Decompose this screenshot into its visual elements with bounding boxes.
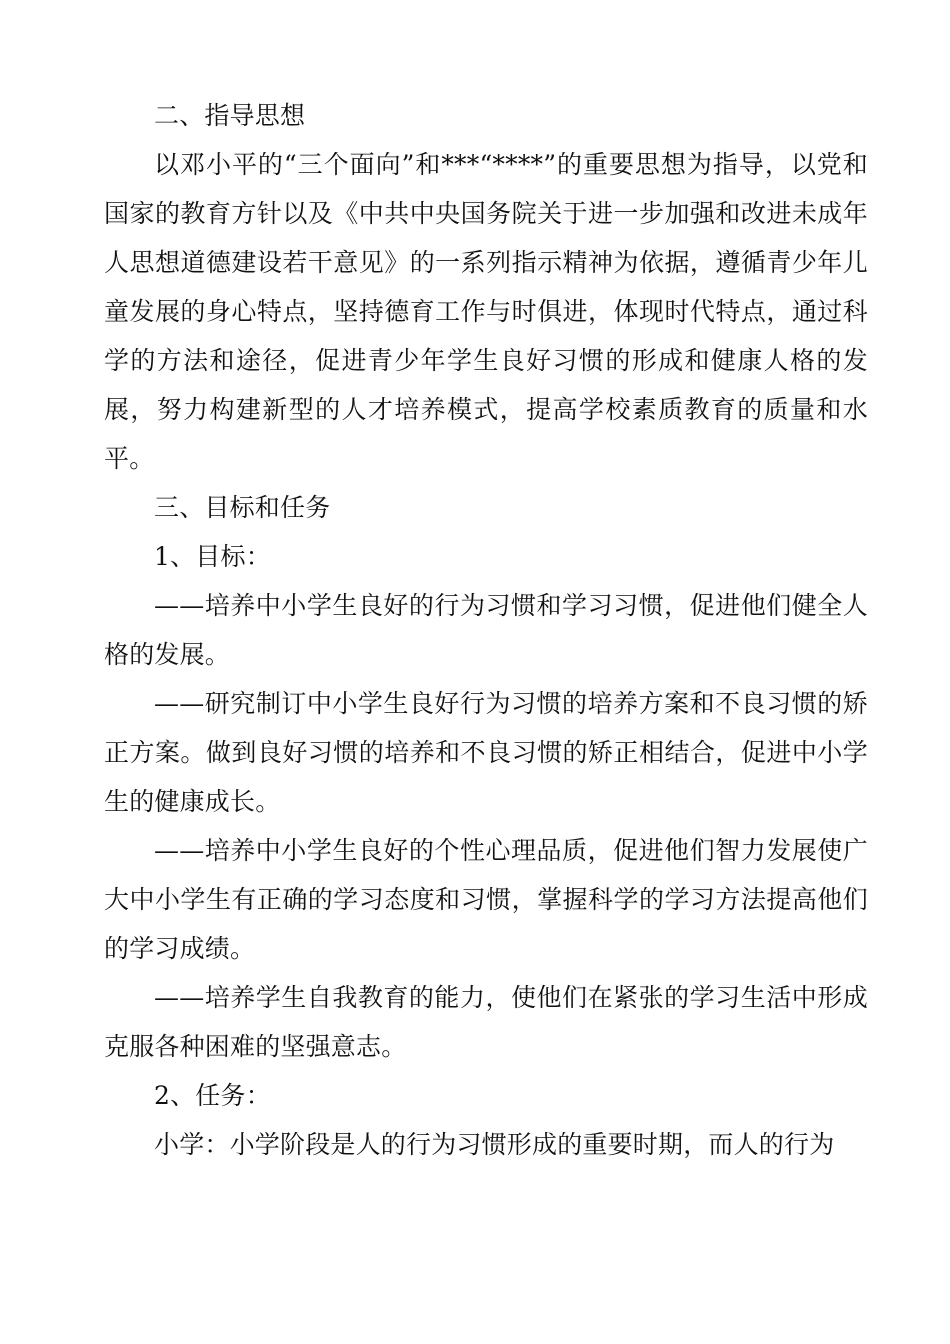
goal-item-2: ——研究制订中小学生良好行为习惯的培养方案和不良习惯的矫正方案。做到良好习惯的培养和不良习惯的矫正相结合，促进中小学生的健康成长。 (104, 689, 868, 816)
document-body (104, 91, 868, 1169)
goal-item-3: ——培养中小学生良好的个性心理品质，促进他们智力发展使广大中小学生有正确的学习态度和习惯，掌握科学的学习方法提高他们的学习成绩。 (104, 836, 868, 963)
section-heading-goals-and-tasks: 三、目标和任务 (154, 493, 331, 522)
section-heading-guiding-ideology: 二、指导思想 (154, 101, 306, 130)
subheading-tasks: 2、任务： (154, 1081, 271, 1110)
paragraph-primary-school: 小学：小学阶段是人的行为习惯形成的重要时期，而人的行为 (154, 1130, 835, 1159)
goal-item-1: ——培养中小学生良好的行为习惯和学习习惯，促进他们健全人格的发展。 (104, 591, 868, 669)
paragraph-guiding-ideology: 以邓小平的“三个面向”和***“****”的重要思想为指导，以党和国家的教育方针以及《中共中央国务院关于进一步加强和改进未成年人思想道德建设若干意见》的一系列指示精神为依据，遵循青少年儿童发展的身心特点，坚持德育工作与时俱进，体现时代特点，通过科学的方法和途径，促进青少年学生良好习惯的形成和健康人格的发展，努力构建新型的人才培养模式，提高学校素质教育的质量和水平。 (104, 150, 868, 473)
goal-item-4: ——培养学生自我教育的能力，使他们在紧张的学习生活中形成克服各种困难的坚强意志。 (104, 983, 868, 1061)
subheading-goals: 1、目标： (154, 542, 271, 571)
